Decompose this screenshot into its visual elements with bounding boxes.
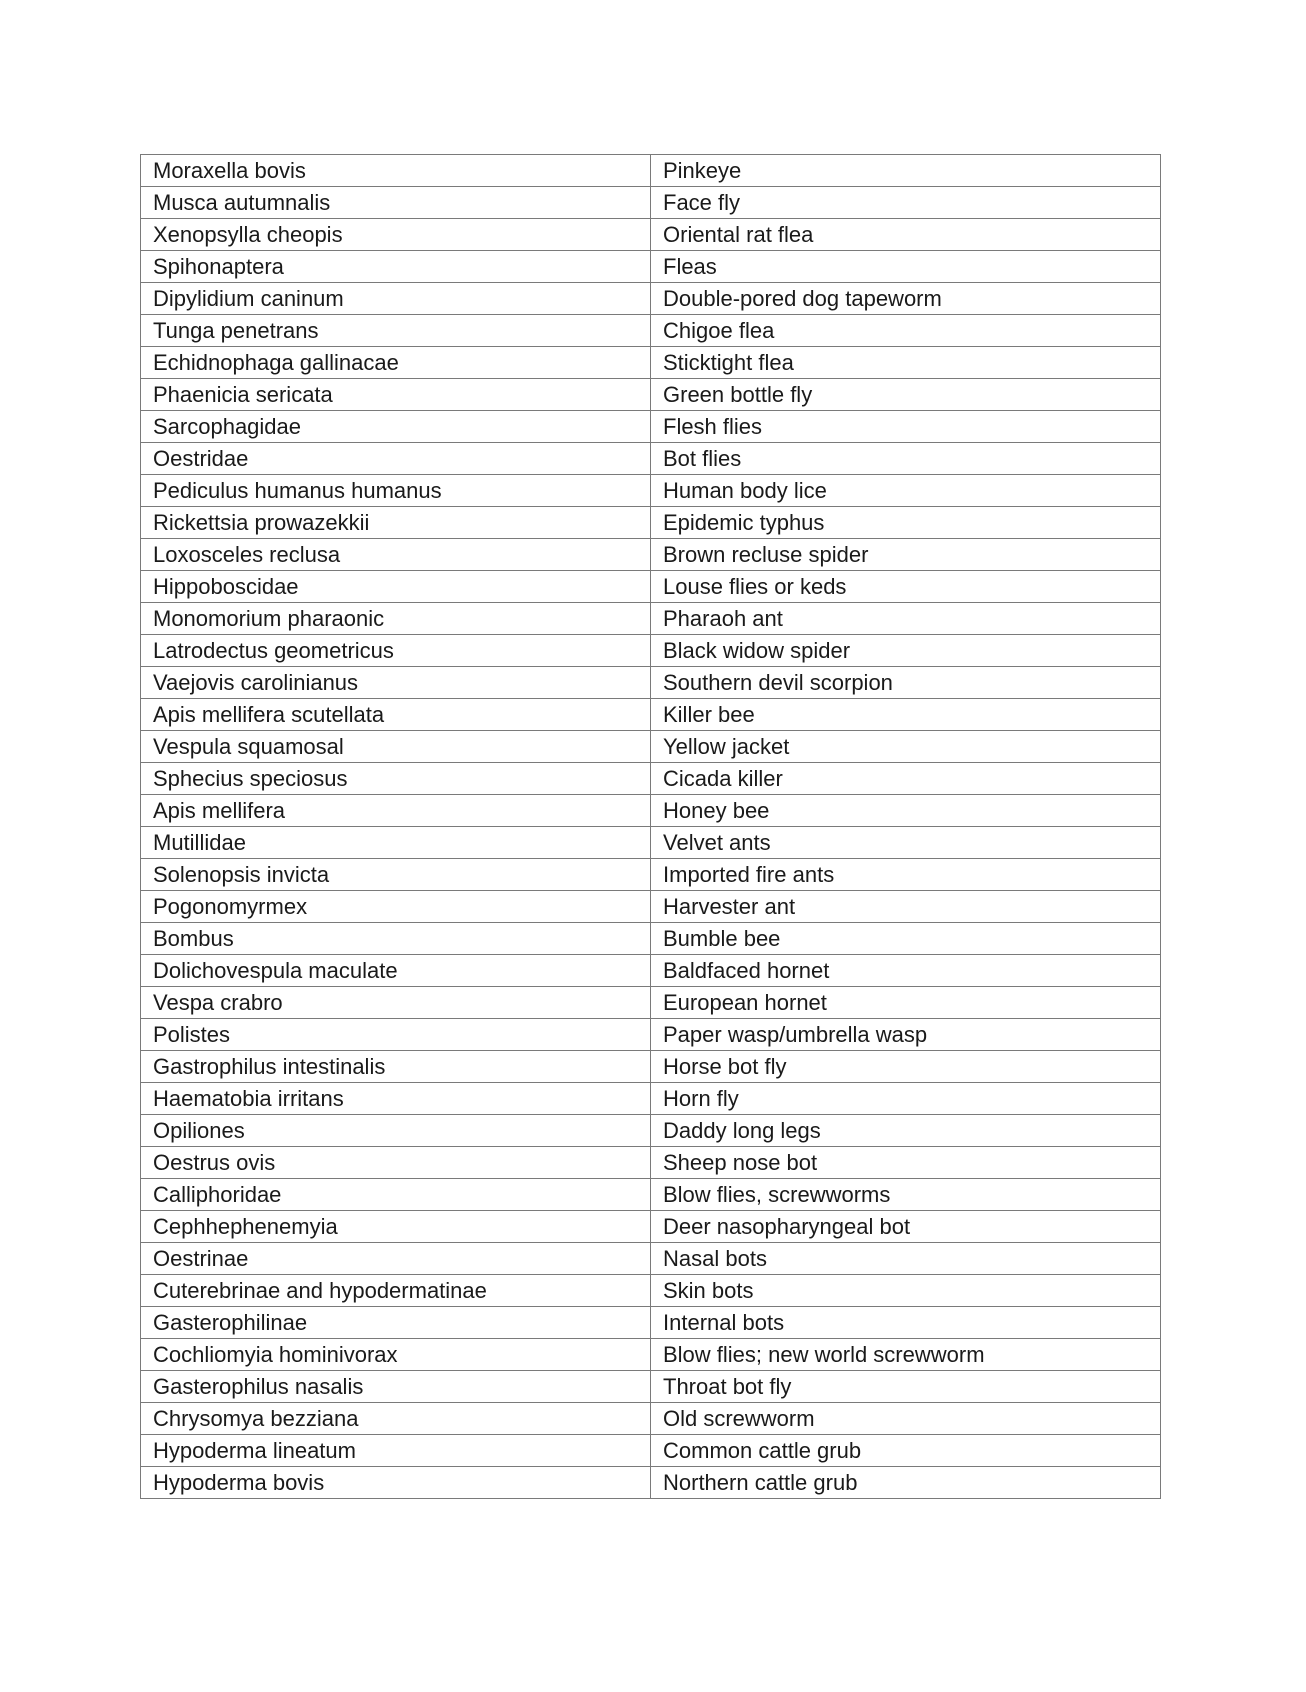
scientific-name-cell: Cuterebrinae and hypodermatinae <box>141 1275 651 1307</box>
scientific-name-cell: Hypoderma lineatum <box>141 1435 651 1467</box>
scientific-name-cell: Vespula squamosal <box>141 731 651 763</box>
scientific-name-cell: Hypoderma bovis <box>141 1467 651 1499</box>
common-name-cell: Yellow jacket <box>651 731 1161 763</box>
scientific-name-cell: Vespa crabro <box>141 987 651 1019</box>
common-name-cell: Velvet ants <box>651 827 1161 859</box>
table-row <box>141 315 1161 347</box>
common-name-cell: Harvester ant <box>651 891 1161 923</box>
scientific-name-cell: Apis mellifera <box>141 795 651 827</box>
table-row <box>141 763 1161 795</box>
table-row <box>141 1083 1161 1115</box>
table-row <box>141 1339 1161 1371</box>
table-row <box>141 1211 1161 1243</box>
common-name-cell: Chigoe flea <box>651 315 1161 347</box>
common-name-cell: Pinkeye <box>651 155 1161 187</box>
common-name-cell: Baldfaced hornet <box>651 955 1161 987</box>
scientific-name-cell: Haematobia irritans <box>141 1083 651 1115</box>
table-row <box>141 219 1161 251</box>
table-row <box>141 443 1161 475</box>
table-row <box>141 603 1161 635</box>
table-row <box>141 187 1161 219</box>
scientific-name-cell: Oestrus ovis <box>141 1147 651 1179</box>
table-row <box>141 1275 1161 1307</box>
scientific-name-cell: Spihonaptera <box>141 251 651 283</box>
table-row <box>141 507 1161 539</box>
common-name-cell: Brown recluse spider <box>651 539 1161 571</box>
scientific-name-cell: Loxosceles reclusa <box>141 539 651 571</box>
common-name-cell: Killer bee <box>651 699 1161 731</box>
scientific-name-cell: Gasterophilus nasalis <box>141 1371 651 1403</box>
common-name-cell: Louse flies or keds <box>651 571 1161 603</box>
table-row <box>141 827 1161 859</box>
table-row <box>141 1179 1161 1211</box>
table-row <box>141 667 1161 699</box>
table-row <box>141 379 1161 411</box>
table-row <box>141 795 1161 827</box>
table-row <box>141 283 1161 315</box>
common-name-cell: Double-pored dog tapeworm <box>651 283 1161 315</box>
common-name-cell: Pharaoh ant <box>651 603 1161 635</box>
scientific-name-cell: Moraxella bovis <box>141 155 651 187</box>
common-name-cell: Daddy long legs <box>651 1115 1161 1147</box>
table-row <box>141 571 1161 603</box>
table-row <box>141 955 1161 987</box>
table-row <box>141 475 1161 507</box>
scientific-name-cell: Sphecius speciosus <box>141 763 651 795</box>
common-name-cell: Horn fly <box>651 1083 1161 1115</box>
common-name-cell: Nasal bots <box>651 1243 1161 1275</box>
common-name-cell: Oriental rat flea <box>651 219 1161 251</box>
scientific-name-cell: Rickettsia prowazekkii <box>141 507 651 539</box>
table-row <box>141 411 1161 443</box>
common-name-cell: Common cattle grub <box>651 1435 1161 1467</box>
scientific-name-cell: Gasterophilinae <box>141 1307 651 1339</box>
scientific-name-cell: Dolichovespula maculate <box>141 955 651 987</box>
scientific-name-cell: Phaenicia sericata <box>141 379 651 411</box>
scientific-name-cell: Monomorium pharaonic <box>141 603 651 635</box>
common-name-cell: Skin bots <box>651 1275 1161 1307</box>
common-name-cell: Throat bot fly <box>651 1371 1161 1403</box>
common-name-cell: Sticktight flea <box>651 347 1161 379</box>
common-name-cell: Cicada killer <box>651 763 1161 795</box>
common-name-cell: Black widow spider <box>651 635 1161 667</box>
scientific-name-cell: Echidnophaga gallinacae <box>141 347 651 379</box>
table-row <box>141 891 1161 923</box>
table-row <box>141 1115 1161 1147</box>
table-row <box>141 1467 1161 1499</box>
common-name-cell: Bot flies <box>651 443 1161 475</box>
scientific-name-cell: Mutillidae <box>141 827 651 859</box>
scientific-name-cell: Cochliomyia hominivorax <box>141 1339 651 1371</box>
table-row <box>141 1307 1161 1339</box>
common-name-cell: Paper wasp/umbrella wasp <box>651 1019 1161 1051</box>
common-name-cell: Epidemic typhus <box>651 507 1161 539</box>
common-name-cell: Sheep nose bot <box>651 1147 1161 1179</box>
common-name-cell: Northern cattle grub <box>651 1467 1161 1499</box>
common-name-cell: Southern devil scorpion <box>651 667 1161 699</box>
scientific-name-cell: Hippoboscidae <box>141 571 651 603</box>
table-row <box>141 1403 1161 1435</box>
scientific-name-cell: Pogonomyrmex <box>141 891 651 923</box>
scientific-name-cell: Pediculus humanus humanus <box>141 475 651 507</box>
table-row <box>141 1019 1161 1051</box>
scientific-name-cell: Sarcophagidae <box>141 411 651 443</box>
scientific-name-cell: Musca autumnalis <box>141 187 651 219</box>
common-name-cell: Blow flies, screwworms <box>651 1179 1161 1211</box>
table-row <box>141 731 1161 763</box>
table-row <box>141 1371 1161 1403</box>
scientific-name-cell: Tunga penetrans <box>141 315 651 347</box>
scientific-name-cell: Chrysomya bezziana <box>141 1403 651 1435</box>
common-name-cell: Bumble bee <box>651 923 1161 955</box>
table-row <box>141 251 1161 283</box>
scientific-name-cell: Cephhephenemyia <box>141 1211 651 1243</box>
table-row <box>141 987 1161 1019</box>
scientific-name-cell: Gastrophilus intestinalis <box>141 1051 651 1083</box>
common-name-cell: Imported fire ants <box>651 859 1161 891</box>
table-row <box>141 1147 1161 1179</box>
scientific-name-cell: Opiliones <box>141 1115 651 1147</box>
table-row <box>141 635 1161 667</box>
species-table <box>140 154 1161 1499</box>
common-name-cell: Face fly <box>651 187 1161 219</box>
common-name-cell: Green bottle fly <box>651 379 1161 411</box>
scientific-name-cell: Xenopsylla cheopis <box>141 219 651 251</box>
table-row <box>141 1243 1161 1275</box>
table-row <box>141 1435 1161 1467</box>
table-row <box>141 859 1161 891</box>
table-row <box>141 539 1161 571</box>
common-name-cell: European hornet <box>651 987 1161 1019</box>
table-row <box>141 155 1161 187</box>
table-row <box>141 699 1161 731</box>
table-row <box>141 347 1161 379</box>
scientific-name-cell: Calliphoridae <box>141 1179 651 1211</box>
common-name-cell: Deer nasopharyngeal bot <box>651 1211 1161 1243</box>
scientific-name-cell: Latrodectus geometricus <box>141 635 651 667</box>
table-row <box>141 1051 1161 1083</box>
table-body <box>141 155 1161 1499</box>
scientific-name-cell: Oestridae <box>141 443 651 475</box>
scientific-name-cell: Apis mellifera scutellata <box>141 699 651 731</box>
scientific-name-cell: Bombus <box>141 923 651 955</box>
common-name-cell: Honey bee <box>651 795 1161 827</box>
common-name-cell: Blow flies; new world screwworm <box>651 1339 1161 1371</box>
common-name-cell: Internal bots <box>651 1307 1161 1339</box>
scientific-name-cell: Polistes <box>141 1019 651 1051</box>
scientific-name-cell: Solenopsis invicta <box>141 859 651 891</box>
common-name-cell: Flesh flies <box>651 411 1161 443</box>
common-name-cell: Human body lice <box>651 475 1161 507</box>
table-row <box>141 923 1161 955</box>
scientific-name-cell: Vaejovis carolinianus <box>141 667 651 699</box>
common-name-cell: Fleas <box>651 251 1161 283</box>
scientific-name-cell: Oestrinae <box>141 1243 651 1275</box>
common-name-cell: Horse bot fly <box>651 1051 1161 1083</box>
scientific-name-cell: Dipylidium caninum <box>141 283 651 315</box>
common-name-cell: Old screwworm <box>651 1403 1161 1435</box>
